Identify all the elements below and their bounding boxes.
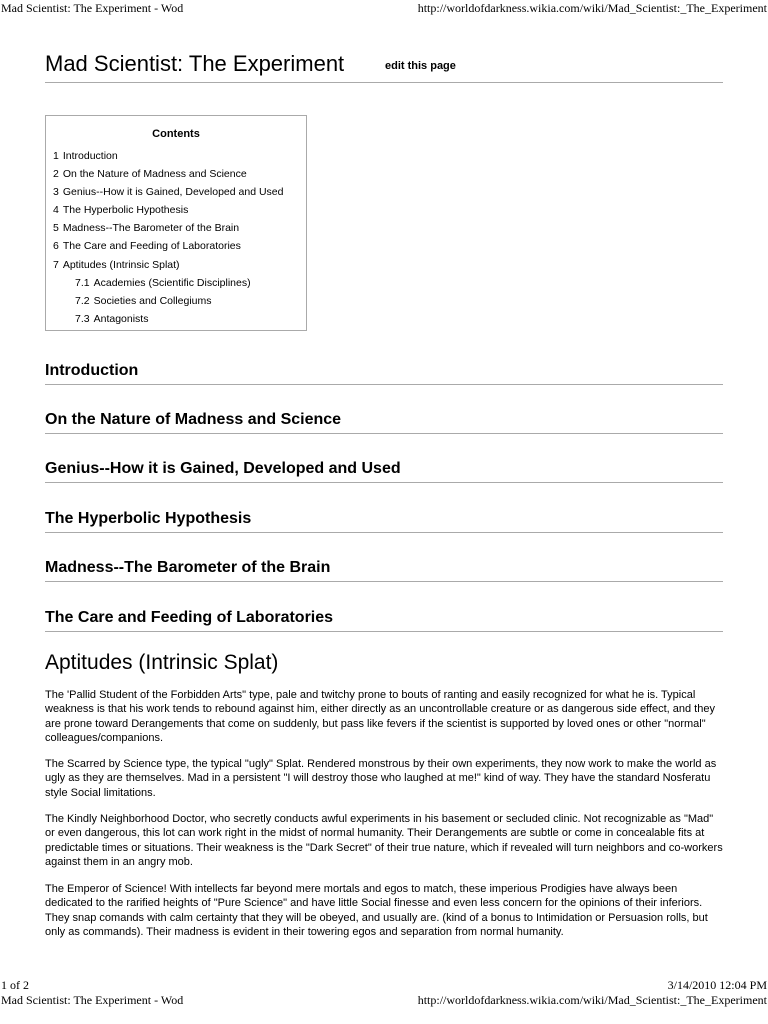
- table-of-contents: [45, 115, 307, 331]
- toc-item[interactable]: [53, 201, 287, 219]
- toc-item-number: 4: [53, 204, 59, 217]
- section-heading-genius: Genius--How it is Gained, Developed and Used: [45, 459, 723, 483]
- print-footer-datetime: 3/14/2010 12:04 PM: [667, 978, 767, 992]
- print-header-title: Mad Scientist: The Experiment - Wod: [1, 1, 184, 15]
- section-heading-laboratories: The Care and Feeding of Laboratories: [45, 608, 723, 632]
- toc-title: Contents: [152, 128, 200, 140]
- toc-item[interactable]: [53, 147, 287, 165]
- toc-item-label: Antagonists: [93, 312, 149, 325]
- toc-item-label: Genius--How it is Gained, Developed and Used: [62, 186, 284, 199]
- toc-item-number: 3: [53, 186, 59, 199]
- section-heading-hyperbolic-hypothesis: The Hyperbolic Hypothesis: [45, 509, 723, 533]
- toc-item-label: Introduction: [62, 150, 118, 162]
- toc-item-number: 7.3: [75, 312, 90, 325]
- toc-item[interactable]: [53, 183, 287, 201]
- page-title: Mad Scientist: The Experiment: [45, 51, 345, 76]
- toc-item-label: The Care and Feeding of Laboratories: [62, 240, 241, 253]
- print-footer-page: 1 of 2: [1, 978, 29, 992]
- section-heading-aptitudes: Aptitudes (Intrinsic Splat): [45, 651, 279, 674]
- section-heading-introduction: Introduction: [45, 361, 723, 385]
- title-row: [45, 50, 723, 83]
- toc-list: [53, 147, 287, 328]
- toc-item-number: 6: [53, 240, 59, 253]
- toc-item-number: 5: [53, 222, 59, 235]
- toc-item-label: On the Nature of Madness and Science: [62, 168, 247, 181]
- section-heading-madness-barometer: Madness--The Barometer of the Brain: [45, 558, 723, 582]
- aptitudes-paragraph: The Scarred by Science type, the typical "ugly" Splat. Rendered monstrous by their own experiments, they now work to make the world as ugly as they are themselves. Mad in a persistent "I will destroy those who laughed at me!" kind of way. They have the standard Nosferatu style Social limitations.: [45, 758, 717, 799]
- aptitudes-paragraph: The 'Pallid Student of the Forbidden Arts" type, pale and twitchy prone to bouts of ranting and easily recognized for what he is. Typical weakness is that his work tends to rebound against him, either directly as an uncontrollable creature or as dangerous side effect, and they are prone toward Derangements that come on suddenly, but pass like fevers if the scientist is supported by loved ones or other "normal" colleagues/companions.: [45, 689, 715, 744]
- aptitudes-paragraph: The Emperor of Science! With intellects far beyond mere mortals and egos to match, these imperious Prodigies have always been dedicated to the rarified heights of "Pure Science" and have little Social finesse and even less concern for the opinions of their inferiors. They snap comands with calm certainty that they will be obeyed, and usually are. (kind of a bonus to Intimidation or Persuasion rolls, but only as commands). Their madness is evident in their towering egos and separation from normal humanity.: [45, 883, 708, 938]
- toc-item-number: 2: [53, 168, 59, 181]
- toc-item-number: 1: [53, 150, 59, 162]
- toc-item[interactable]: [53, 237, 287, 255]
- toc-item[interactable]: [53, 219, 287, 237]
- toc-item-label: The Hyperbolic Hypothesis: [62, 204, 189, 217]
- section-heading-nature-of-madness: On the Nature of Madness and Science: [45, 410, 723, 434]
- toc-item-label: Madness--The Barometer of the Brain: [62, 222, 240, 235]
- print-footer-url: http://worldofdarkness.wikia.com/wiki/Mad_Scientist:_The_Experiment: [417, 993, 767, 1007]
- toc-subitem[interactable]: [53, 310, 287, 328]
- toc-item-number: 7.1: [75, 276, 90, 289]
- toc-item-label: Societies and Collegiums: [93, 294, 212, 307]
- toc-item[interactable]: [53, 256, 287, 274]
- toc-item-label: Aptitudes (Intrinsic Splat): [62, 258, 180, 271]
- toc-item-number: 7: [53, 258, 59, 271]
- edit-page-link[interactable]: edit this page: [385, 60, 456, 72]
- print-header-url: http://worldofdarkness.wikia.com/wiki/Mad_Scientist:_The_Experiment: [417, 1, 767, 15]
- toc-item-label: Academies (Scientific Disciplines): [93, 276, 251, 289]
- toc-subitem[interactable]: [53, 274, 287, 292]
- article: [45, 50, 723, 938]
- toc-item[interactable]: [53, 165, 287, 183]
- toc-item-number: 7.2: [75, 294, 90, 307]
- toc-subitem[interactable]: [53, 292, 287, 310]
- aptitudes-paragraph: The Kindly Neighborhood Doctor, who secretly conducts awful experiments in his basement or secluded clinic. Not recognizable as "Mad" or even dangerous, this lot can work right in the midst of normal humanity. Their Derangements are subtle or come in concealable fits at predictable times or situations. Their weakness is the "Dark Secret" of their true nature, which if revealed will turn neighbors and co-workers against them in an angry mob.: [45, 813, 723, 868]
- print-footer-title: Mad Scientist: The Experiment - Wod: [1, 993, 184, 1007]
